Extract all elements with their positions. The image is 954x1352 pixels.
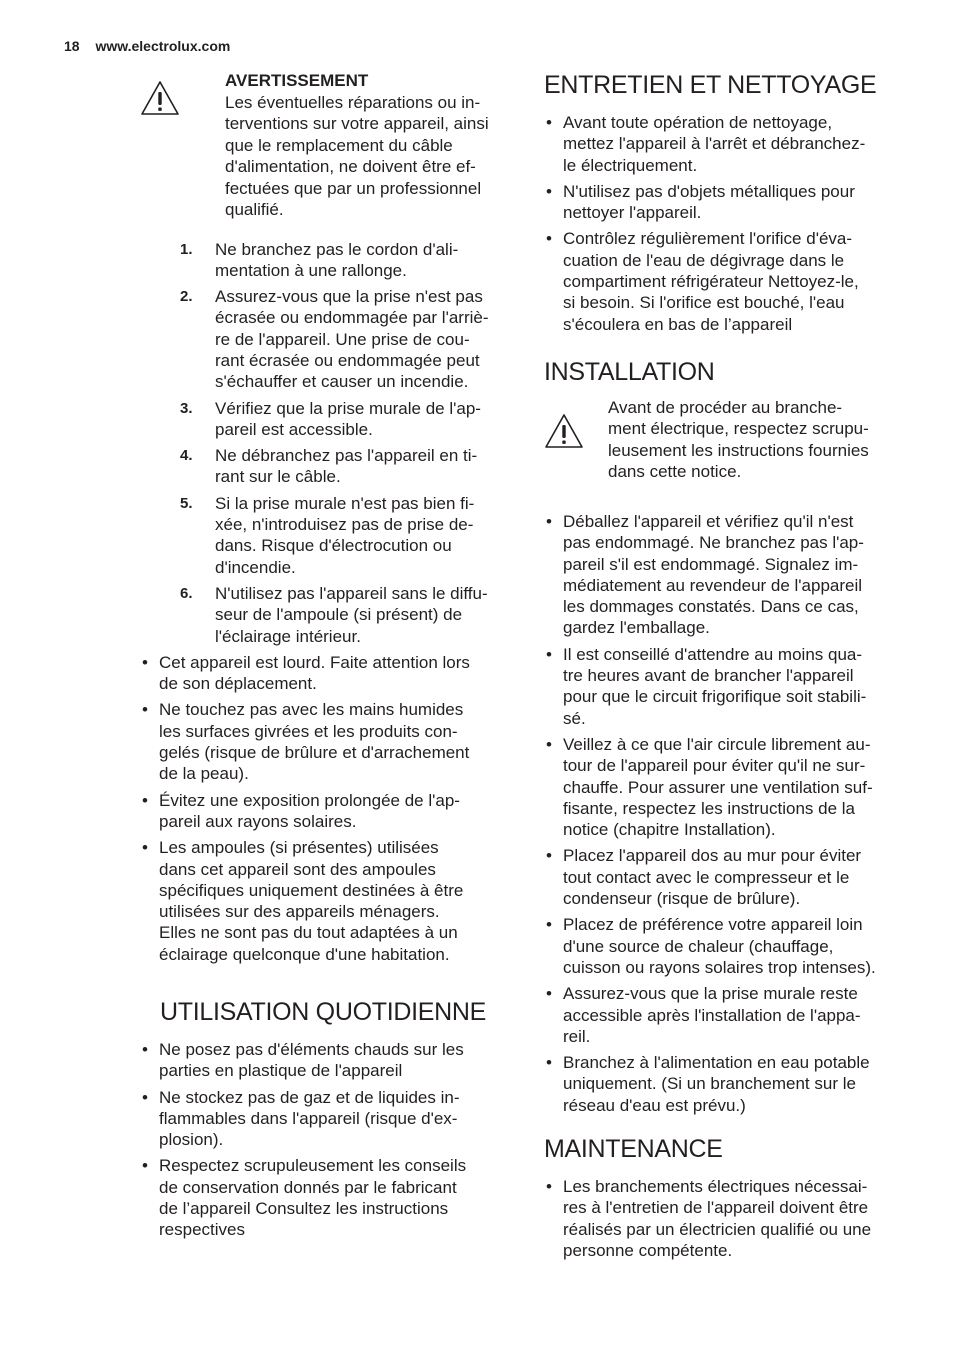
text-line: les dommages constatés. Dans ce cas, (563, 597, 859, 617)
text-line: sé. (563, 708, 586, 728)
text-line: d'alimentation, ne doivent être ef- (225, 157, 476, 176)
text-line: Avant de procéder au branche- (608, 397, 843, 417)
text-line: éclairage quelconque d'une habitation. (159, 944, 450, 964)
text-line: pareil est accessible. (215, 419, 373, 439)
text-line: de son déplacement. (159, 674, 317, 694)
text-line: médiatement au revendeur de l'appareil (563, 575, 863, 595)
text-line: Ne posez pas d'éléments chauds sur les (159, 1040, 464, 1059)
text-line: s'échauffer et causer un incendie. (215, 372, 469, 392)
bullet-icon: • (546, 915, 552, 935)
installation-bullets (544, 511, 896, 1116)
bullet-icon: • (142, 652, 148, 672)
warning-triangle-icon (140, 80, 180, 121)
text-line: uniquement. (Si un branchement sur le (563, 1074, 856, 1094)
bullet-item (544, 845, 896, 909)
text-line: ment électrique, respectez scrupu- (608, 419, 869, 439)
text-line: d'une source de chaleur (chauffage, (563, 936, 834, 956)
page-number: 18 (64, 38, 80, 54)
text-line: pour que le circuit frigorifique soit stabili- (563, 687, 867, 707)
text-line: Ne branchez pas le cordon d'ali- (215, 239, 459, 259)
text-line: flammables dans l'appareil (risque d'ex- (159, 1108, 458, 1128)
text-line: dans cette notice. (608, 462, 742, 482)
text-line: xée, n'introduisez pas de prise de- (215, 515, 474, 535)
text-line: s'écoulera en bas de l’appareil (563, 314, 793, 334)
installation-warning-text (608, 397, 896, 483)
text-line: leusement les instructions fournies (608, 440, 869, 460)
warning-text (225, 70, 515, 221)
text-line: pareil aux rayons solaires. (159, 811, 357, 831)
bullet-item (140, 790, 515, 833)
section-heading-installation: INSTALLATION (544, 357, 715, 386)
text-line: spécifiques uniquement destinées à être (159, 880, 464, 900)
text-line: les surfaces givrées et les produits con- (159, 721, 458, 741)
text-line: de l’appareil Consultez les instructions (159, 1199, 449, 1219)
bullet-icon: • (546, 1053, 552, 1073)
step-item (180, 286, 515, 392)
bullet-icon: • (546, 1176, 552, 1196)
text-line: Si la prise murale n'est pas bien fi- (215, 493, 475, 513)
text-line: tre heures avant de brancher l'appareil (563, 666, 854, 686)
bullet-item (140, 1087, 515, 1151)
warning-block (140, 70, 515, 221)
bullet-icon: • (142, 1087, 148, 1107)
text-line: Assurez-vous que la prise murale reste (563, 984, 858, 1004)
text-line: si besoin. Si l'orifice est bouché, l'eau (563, 293, 845, 313)
text-line: réseau d'eau est prévu.) (563, 1095, 746, 1115)
safety-bullets (140, 652, 515, 965)
text-line: le électriquement. (563, 155, 698, 175)
bullet-item (544, 644, 896, 729)
step-item (180, 583, 515, 647)
text-line: reil. (563, 1026, 591, 1046)
bullet-icon: • (142, 1156, 148, 1176)
text-line: Assurez-vous que la prise n'est pas (215, 287, 483, 307)
text-line: Les ampoules (si présentes) utilisées (159, 838, 439, 858)
bullet-icon: • (546, 644, 552, 664)
text-line: N'utilisez pas d'objets métalliques pour (563, 181, 855, 201)
bullet-icon: • (546, 734, 552, 754)
text-line: réalisés par un électricien qualifié ou une (563, 1219, 872, 1239)
text-line: Ne stockez pas de gaz et de liquides in- (159, 1087, 460, 1107)
step-number: 3. (180, 399, 193, 417)
text-line: Vérifiez que la prise murale de l'ap- (215, 398, 481, 418)
text-line: fisante, respectez les instructions de la (563, 798, 855, 818)
bullet-icon: • (142, 700, 148, 720)
warning-triangle-icon (544, 413, 584, 454)
bullet-item (544, 112, 896, 176)
bullet-item (544, 511, 896, 639)
bullet-item (140, 1039, 515, 1082)
text-line: accessible après l'installation de l'appa- (563, 1005, 861, 1025)
text-line: l'éclairage intérieur. (215, 626, 361, 646)
bullet-icon: • (546, 511, 552, 531)
warning-body (225, 92, 515, 221)
step-number: 6. (180, 584, 193, 602)
bullet-icon: • (142, 838, 148, 858)
step-number: 1. (180, 240, 193, 258)
text-line: d'incendie. (215, 557, 296, 577)
text-line: condenseur (risque de brûlure). (563, 889, 801, 909)
section-heading-utilisation: UTILISATION QUOTIDIENNE (160, 998, 486, 1026)
text-line: pareil s'il est endommagé. Signalez im- (563, 554, 859, 574)
text-line: utilisées sur des appareils ménagers. (159, 902, 440, 922)
bullet-item (544, 181, 896, 224)
text-line: Elles ne sont pas du tout adaptées à un (159, 923, 458, 943)
text-line: mettez l'appareil à l'arrêt et débranchez- (563, 134, 866, 154)
bullet-item (544, 1052, 896, 1116)
text-line: Les éventuelles réparations ou in- (225, 92, 481, 112)
utilisation-bullets (140, 1039, 515, 1241)
text-line: Branchez à l'alimentation en eau potable (563, 1053, 870, 1073)
text-line: seur de l'ampoule (si présent) de (215, 605, 463, 625)
bullet-item (544, 914, 896, 978)
text-line: rant sur le câble. (215, 467, 341, 487)
left-column (140, 70, 515, 1246)
text-line: chauffe. Pour assurer une ventilation suf- (563, 777, 873, 797)
maintenance-bullets (544, 1176, 896, 1261)
step-item (180, 398, 515, 441)
section-heading-entretien: ENTRETIEN ET NETTOYAGE (544, 71, 877, 99)
bullet-icon: • (546, 984, 552, 1004)
bullet-icon: • (142, 790, 148, 810)
text-line: de la peau). (159, 764, 249, 784)
text-line: Placez de préférence votre appareil loin (563, 915, 863, 935)
step-item (180, 493, 515, 578)
text-line: gelés (risque de brûlure et d'arrachement (159, 743, 470, 763)
text-line: mentation à une rallonge. (215, 260, 407, 280)
bullet-item (544, 734, 896, 840)
text-line: Placez l'appareil dos au mur pour éviter (563, 846, 862, 866)
text-line: pas endommagé. Ne branchez pas l'ap- (563, 533, 864, 553)
bullet-icon: • (546, 181, 552, 201)
text-line: tour de l'appareil pour éviter qu'il ne sur- (563, 756, 866, 776)
text-line: nettoyer l'appareil. (563, 203, 702, 223)
text-line: qualifié. (225, 200, 284, 219)
text-line: re de l'appareil. Une prise de cou- (215, 329, 470, 349)
step-number: 2. (180, 288, 193, 306)
text-line: compartiment réfrigérateur Nettoyez-le, (563, 272, 859, 292)
text-line: plosion). (159, 1130, 224, 1150)
text-line: Ne touchez pas avec les mains humides (159, 700, 464, 720)
text-line: Avant toute opération de nettoyage, (563, 113, 833, 132)
warning-title: AVERTISSEMENT (225, 71, 369, 90)
step-item (180, 445, 515, 488)
text-line: Contrôlez régulièrement l'orifice d'éva- (563, 229, 853, 249)
text-line: cuation de l'eau de dégivrage dans le (563, 250, 845, 270)
section-heading-maintenance: MAINTENANCE (544, 1134, 723, 1163)
text-line: terventions sur votre appareil, ainsi (225, 114, 489, 133)
text-line: gardez l'emballage. (563, 618, 710, 638)
bullet-item (140, 837, 515, 965)
text-line: personne compétente. (563, 1240, 733, 1260)
numbered-steps (180, 239, 515, 647)
text-line: tout contact avec le compresseur et le (563, 867, 850, 887)
site-url: www.electrolux.com (95, 38, 231, 54)
bullet-icon: • (546, 846, 552, 866)
bullet-item (140, 699, 515, 784)
text-line: Cet appareil est lourd. Faite attention lors (159, 652, 470, 672)
bullet-item (140, 1155, 515, 1240)
text-line: Il est conseillé d'attendre au moins qua- (563, 644, 863, 664)
bullet-item (544, 983, 896, 1047)
text-line: fectuées que par un professionnel (225, 178, 482, 198)
bullet-item (544, 1176, 896, 1261)
text-line: de conservation donnés par le fabricant (159, 1177, 457, 1197)
page-header (64, 38, 230, 54)
bullet-item (544, 228, 896, 334)
text-line: dans cet appareil sont des ampoules (159, 859, 436, 879)
text-line: Les branchements électriques nécessai- (563, 1176, 868, 1196)
text-line: rant écrasée ou endommagée peut (215, 350, 480, 370)
text-line: res à l'entretien de l'appareil doivent être (563, 1198, 869, 1218)
text-line: parties en plastique de l'appareil (159, 1061, 403, 1081)
step-item (180, 239, 515, 282)
right-column (544, 70, 896, 1266)
text-line: Ne débranchez pas l'appareil en ti- (215, 446, 478, 466)
step-number: 4. (180, 447, 193, 465)
text-line: N'utilisez pas l'appareil sans le diffu- (215, 583, 488, 603)
text-line: dans. Risque d'électrocution ou (215, 536, 452, 556)
installation-warning-block (544, 397, 896, 483)
text-line: Veillez à ce que l'air circule librement au- (563, 734, 871, 754)
entretien-bullets (544, 112, 896, 335)
bullet-icon: • (546, 113, 552, 132)
bullet-icon: • (546, 229, 552, 249)
text-line: cuisson ou rayons solaires trop intenses). (563, 957, 876, 977)
text-line: Respectez scrupuleusement les conseils (159, 1156, 467, 1176)
text-line: que le remplacement du câble (225, 135, 453, 155)
bullet-icon: • (142, 1040, 148, 1059)
text-line: notice (chapitre Installation). (563, 820, 776, 840)
text-line: Déballez l'appareil et vérifiez qu'il n'est (563, 511, 854, 531)
text-line: respectives (159, 1220, 245, 1240)
text-line: Évitez une exposition prolongée de l'ap- (159, 790, 460, 810)
step-number: 5. (180, 494, 193, 512)
text-line: écrasée ou endommagée par l'arriè- (215, 308, 489, 328)
bullet-item (140, 652, 515, 695)
